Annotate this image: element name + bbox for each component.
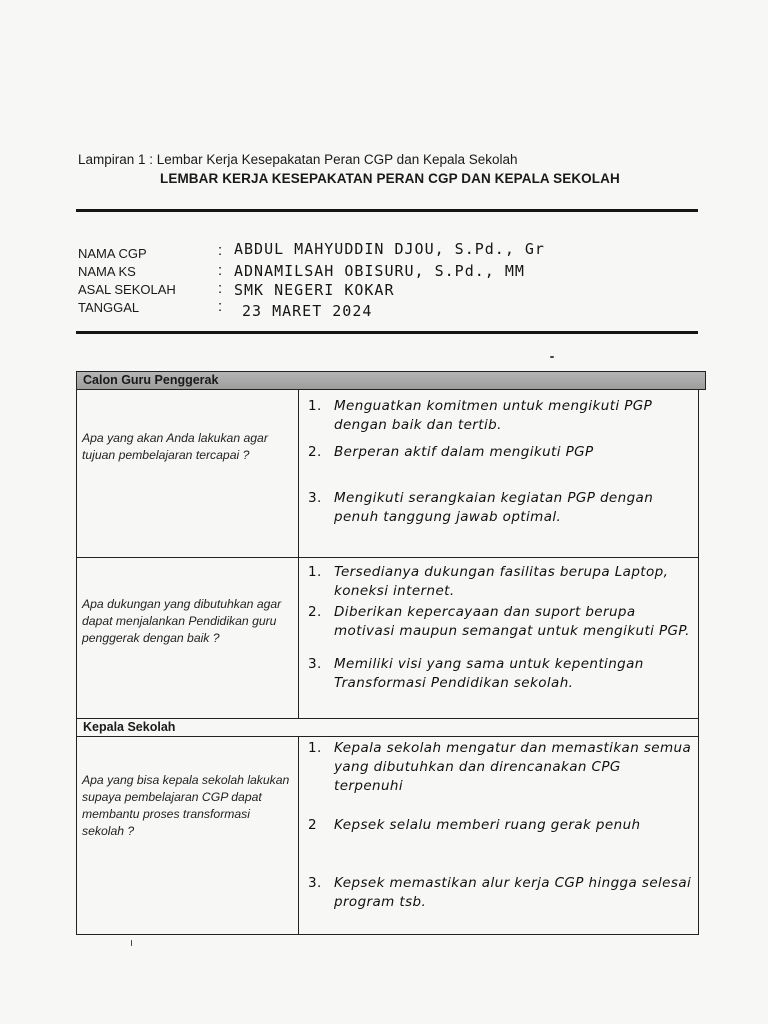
answer-text: Memiliki visi yang sama untuk kepentingan Transformasi Pendidikan sekolah. — [334, 656, 644, 691]
answer-number: 3. — [308, 490, 322, 506]
answer-number: 3. — [308, 656, 322, 672]
value-tanggal: 23 MARET 2024 — [242, 302, 373, 320]
answer-2-2 — [308, 603, 694, 641]
answer-text: Berperan aktif dalam mengikuti PGP — [334, 444, 594, 460]
answer-number: 3. — [308, 875, 322, 891]
answer-1-2 — [308, 443, 694, 462]
label-nama-ks: NAMA KS — [78, 264, 136, 279]
answer-number: 2 — [308, 817, 317, 833]
colon-asal-sekolah: : — [218, 280, 223, 297]
colon-tanggal: : — [218, 298, 223, 315]
answer-1-1 — [308, 397, 694, 435]
info-divider — [76, 331, 698, 334]
scan-speck — [131, 940, 132, 946]
answer-text: Tersedianya dukungan fasilitas berupa Laptop, koneksi internet. — [334, 564, 669, 599]
question-2: Apa dukungan yang dibutuhkan agar dapat menjalankan Pendidikan guru penggerak dengan baik ? — [82, 597, 282, 645]
table2-border-right — [698, 737, 699, 934]
table1-divider-col — [298, 390, 299, 718]
value-nama-cgp: ABDUL MAHYUDDIN DJOU, S.Pd., Gr — [234, 240, 545, 258]
answer-2-1 — [308, 563, 694, 601]
question-3: Apa yang bisa kepala sekolah lakukan supaya pembelajaran CGP dapat membantu proses transformasi sekolah ? — [82, 773, 290, 838]
colon-nama-cgp: : — [218, 242, 223, 259]
answer-text: Mengikuti serangkaian kegiatan PGP dengan penuh tanggung jawab optimal. — [334, 490, 654, 525]
answer-number: 2. — [308, 604, 322, 620]
table2-divider-col — [298, 737, 299, 934]
answer-text: Kepala sekolah mengatur dan memastikan semua yang dibutuhkan dan direncanakan CPG terpenuhi — [334, 740, 692, 794]
top-divider — [76, 209, 698, 212]
answer-2-3 — [308, 655, 694, 693]
answer-number: 2. — [308, 444, 322, 460]
answer-1-3 — [308, 489, 694, 527]
label-nama-cgp: NAMA CGP — [78, 246, 147, 261]
document-title: LEMBAR KERJA KESEPAKATAN PERAN CGP DAN KEPALA SEKOLAH — [160, 171, 620, 186]
section-header-kepala-sekolah: Kepala Sekolah — [76, 718, 699, 737]
table1-border-right — [698, 390, 699, 718]
label-asal-sekolah: ASAL SEKOLAH — [78, 282, 176, 297]
value-nama-ks: ADNAMILSAH OBISURU, S.Pd., MM — [234, 262, 525, 280]
document-subtitle: Lampiran 1 : Lembar Kerja Kesepakatan Peran CGP dan Kepala Sekolah — [78, 152, 518, 167]
value-asal-sekolah: SMK NEGERI KOKAR — [234, 281, 395, 299]
table2-border-left — [76, 737, 77, 934]
table1-row-divider — [76, 557, 699, 558]
answer-text: Kepsek memastikan alur kerja CGP hingga selesai program tsb. — [334, 875, 692, 910]
answer-text: Menguatkan komitmen untuk mengikuti PGP dengan baik dan tertib. — [334, 398, 653, 433]
label-tanggal: TANGGAL — [78, 300, 140, 315]
answer-number: 1. — [308, 398, 322, 414]
answer-text: Kepsek selalu memberi ruang gerak penuh — [334, 817, 641, 833]
question-1: Apa yang akan Anda lakukan agar tujuan pembelajaran tercapai ? — [82, 431, 268, 462]
answer-3-3 — [308, 874, 694, 912]
table2-bottom-border — [76, 934, 699, 935]
answer-text: Diberikan kepercayaan dan suport berupa motivasi maupun semangat untuk mengikuti PGP. — [334, 604, 690, 639]
answer-3-2 — [308, 816, 694, 835]
section-header-cgp: Calon Guru Penggerak — [76, 371, 706, 390]
colon-nama-ks: : — [218, 262, 223, 279]
scan-speck — [550, 356, 554, 358]
answer-number: 1. — [308, 740, 322, 756]
table1-border-left — [76, 390, 77, 718]
answer-number: 1. — [308, 564, 322, 580]
answer-3-1 — [308, 739, 694, 796]
